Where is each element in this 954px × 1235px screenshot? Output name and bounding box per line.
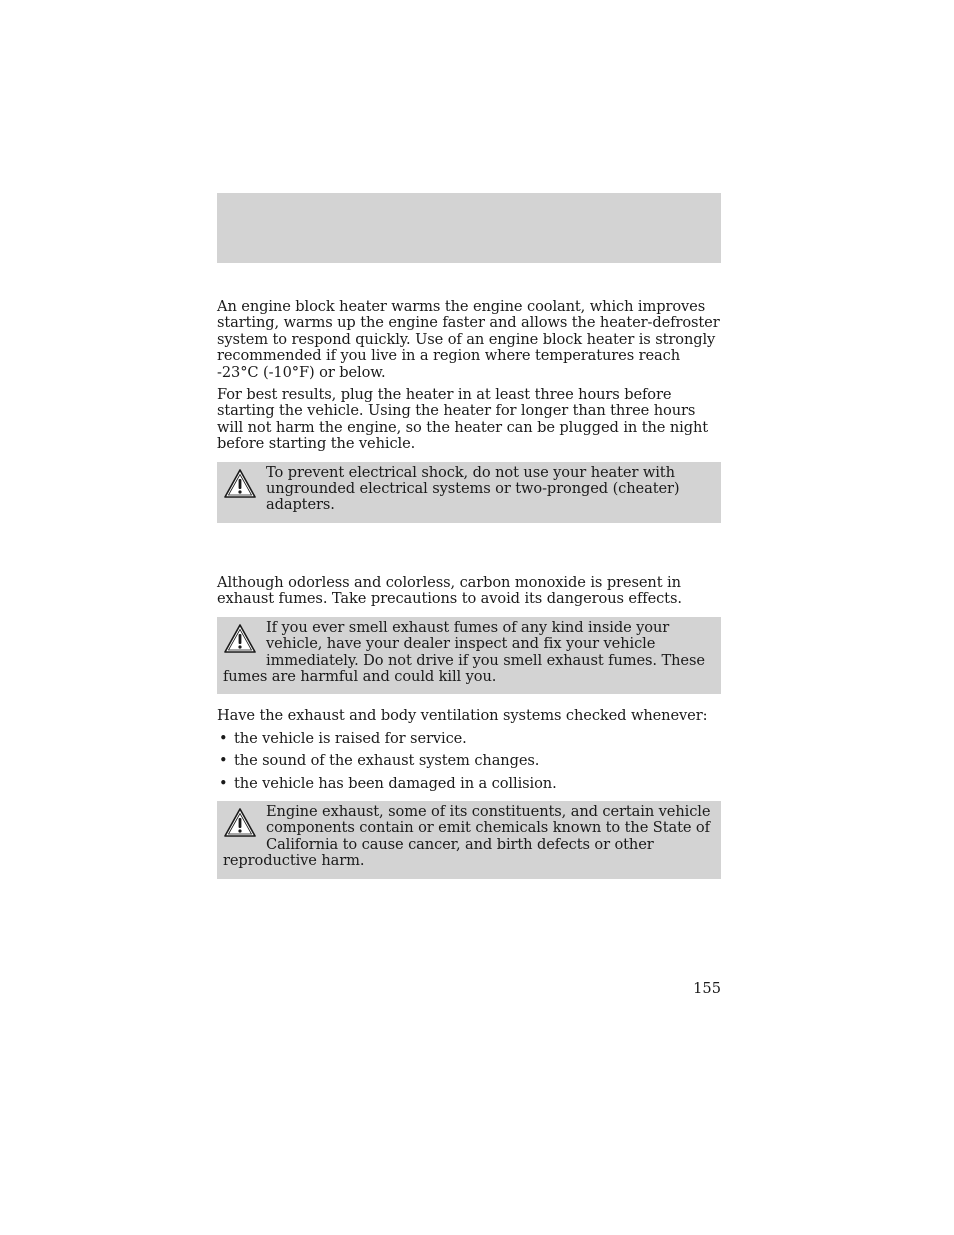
list-item bbox=[217, 753, 721, 769]
warning-box-exhaust-fumes bbox=[217, 617, 721, 695]
warning-text-california: Engine exhaust, some of its constituents, and certain vehicle components contain or emit chemicals known to the State of California to cause cancer, and birth defects or other reproductive harm. bbox=[223, 802, 711, 870]
warning-box-electrical bbox=[217, 462, 721, 523]
carbon-monoxide-intro: Although odorless and colorless, carbon monoxide is present in exhaust fumes. Take precautions to avoid its dangerous effects. bbox=[217, 573, 682, 608]
block-heater-usage: For best results, plug the heater in at least three hours before starting the vehicle. Using the heater for longer than three hours will not harm the engine, so the heater can be plugged in the night before starting the vehicle. bbox=[217, 386, 709, 453]
ventilation-check-list bbox=[217, 731, 721, 792]
list-item-text: the vehicle has been damaged in a collision. bbox=[234, 774, 557, 792]
list-item bbox=[217, 776, 721, 792]
page-number: 155 bbox=[693, 980, 721, 997]
bullet-glyph: • bbox=[219, 752, 228, 770]
page-content bbox=[217, 299, 721, 879]
list-item bbox=[217, 731, 721, 747]
block-heater-intro: An engine block heater warms the engine coolant, which improves starting, warms up the engine faster and allows the heater-defroster system to respond quickly. Use of an engine block heater is strongly recommended if you live in a region where temperatures reach -23°C (-10°F) or below. bbox=[217, 298, 720, 381]
bullet-glyph: • bbox=[219, 729, 228, 747]
section-header-band bbox=[217, 193, 721, 263]
warning-text-electrical: To prevent electrical shock, do not use your heater with ungrounded electrical systems or two-pronged (cheater) adapters. bbox=[266, 463, 680, 514]
warning-triangle-icon bbox=[223, 623, 257, 655]
warning-text-exhaust-fumes: If you ever smell exhaust fumes of any kind inside your vehicle, have your dealer inspect and fix your vehicle immediately. Do not drive if you smell exhaust fumes. These fumes are harmful and could kill you. bbox=[223, 618, 705, 685]
list-item-text: the vehicle is raised for service. bbox=[234, 729, 467, 747]
warning-box-california bbox=[217, 801, 721, 879]
warning-triangle-icon bbox=[223, 807, 257, 839]
list-item-text: the sound of the exhaust system changes. bbox=[234, 752, 540, 770]
bullet-glyph: • bbox=[219, 774, 228, 792]
warning-triangle-icon bbox=[223, 468, 257, 500]
ventilation-check-intro: Have the exhaust and body ventilation systems checked whenever: bbox=[217, 707, 708, 725]
